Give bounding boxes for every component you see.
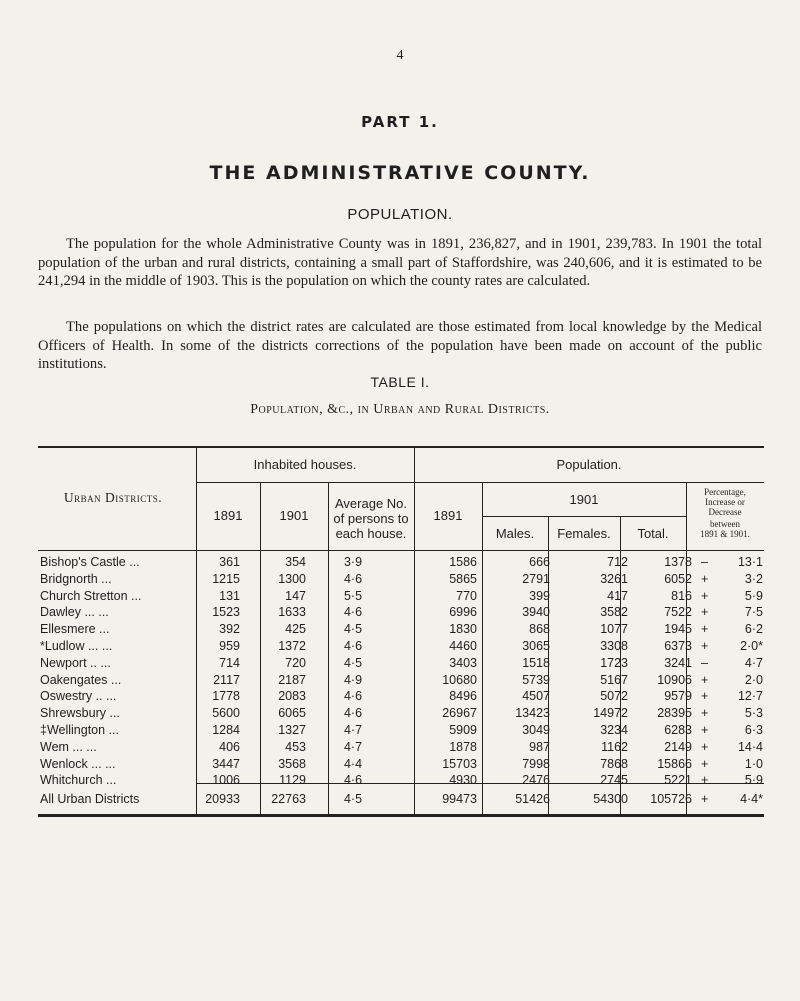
cell-pct: 5·3	[744, 706, 763, 721]
paragraph-county-population: The population for the whole Administrative County was in 1891, 236,827, and in 1901, 239,783. In 1901 the total population of the urban and rural districts, containing a small part of Staffordshire, was 240,606, and it is estimated to be 241,294 in the middle of 1903. This is the population on which the county rates are calculated.	[38, 236, 762, 289]
cell-avg: 4·6	[343, 706, 363, 721]
cell-females: 1077	[600, 622, 628, 637]
cell-name: ‡Wellington ...	[40, 723, 119, 737]
cell-total: 2149	[664, 739, 692, 754]
table-row	[38, 639, 764, 656]
cell-avg: 4·6	[343, 571, 363, 586]
cell-males: 2476	[522, 773, 550, 788]
cell-sign: +	[701, 588, 709, 603]
header-rule-upper	[196, 482, 764, 483]
cell-h1901: 1300	[278, 571, 306, 586]
cell-total: 6283	[664, 723, 692, 737]
cell-sign: –	[701, 655, 708, 670]
paragraph-district-rates: The populations on which the district rates are calculated are those estimated from local knowledge by the Medical Officers of Health. In some of the districts corrections of the population have been made on account of the public institutions.	[38, 319, 762, 372]
table-row	[38, 740, 764, 757]
cell-females: 54300	[593, 792, 628, 806]
cell-total: 9579	[664, 689, 692, 704]
cell-name: Bridgnorth ...	[40, 571, 112, 586]
cell-h1901: 22763	[271, 792, 306, 806]
cell-h1901: 6065	[278, 706, 306, 721]
header-females: Females.	[557, 526, 611, 541]
cell-sign: –	[701, 555, 708, 569]
cell-h1891: 714	[219, 655, 240, 670]
cell-p1891: 770	[456, 588, 477, 603]
cell-h1891: 406	[219, 739, 240, 754]
cell-name: Bishop's Castle ...	[40, 555, 140, 569]
table-row	[38, 689, 764, 706]
header-pct-line2: Increase or	[705, 497, 745, 507]
cell-avg: 4·5	[343, 792, 363, 806]
county-heading: THE ADMINISTRATIVE COUNTY.	[209, 162, 591, 184]
cell-avg: 4·7	[343, 723, 363, 737]
header-houses-1891: 1891	[213, 508, 243, 523]
cell-h1901: 425	[285, 622, 306, 637]
cell-h1891: 361	[219, 555, 240, 569]
cell-males: 13423	[515, 706, 550, 721]
header-inhabited-houses: Inhabited houses.	[253, 457, 357, 472]
cell-name: Dawley ... ...	[40, 605, 109, 620]
cell-avg: 4·4	[343, 756, 363, 771]
header-average-line1: Average No.	[334, 496, 408, 511]
cell-p1891: 6996	[449, 605, 477, 620]
cell-name: Church Stretton ...	[40, 588, 142, 603]
cell-males: 7998	[522, 756, 550, 771]
cell-h1891: 392	[219, 622, 240, 637]
cell-pct: 2·0	[744, 672, 763, 687]
cell-avg: 4·6	[343, 605, 363, 620]
cell-males: 5739	[522, 672, 550, 687]
cell-avg: 5·5	[343, 588, 363, 603]
cell-h1891: 1523	[212, 605, 240, 620]
cell-h1891: 1215	[212, 571, 240, 586]
cell-p1891: 26967	[442, 706, 477, 721]
cell-p1891: 10680	[442, 672, 477, 687]
cell-sign: +	[701, 739, 709, 754]
cell-males: 3940	[522, 605, 550, 620]
cell-total: 28395	[657, 706, 692, 721]
header-total: Total.	[637, 526, 669, 541]
header-average-line2: of persons to	[333, 511, 409, 526]
cell-total: 10906	[657, 672, 692, 687]
cell-h1901: 1372	[278, 639, 306, 653]
cell-females: 417	[607, 588, 628, 603]
header-pct-line3: Decrease	[708, 507, 742, 517]
table-row	[38, 622, 764, 639]
header-districts: Urban Districts.	[63, 490, 163, 505]
cell-h1891: 131	[219, 588, 240, 603]
cell-sign: +	[701, 571, 709, 586]
cell-females: 1162	[601, 739, 628, 754]
cell-pct: 5·9	[744, 588, 763, 603]
cell-avg: 4·6	[343, 689, 363, 704]
cell-pct: 3·2	[744, 571, 763, 586]
cell-name: *Ludlow ... ...	[40, 639, 113, 653]
cell-females: 5072	[600, 689, 628, 704]
cell-females: 3261	[600, 571, 628, 586]
table-row	[38, 673, 764, 690]
cell-sign: +	[701, 622, 709, 637]
cell-h1891: 2117	[213, 672, 240, 687]
table-label: TABLE I.	[370, 374, 430, 390]
cell-name: Ellesmere ...	[40, 622, 110, 637]
cell-name: Wem ... ...	[40, 739, 97, 754]
table-caption: Population, &c., in Urban and Rural Districts.	[250, 402, 550, 417]
cell-sign: +	[701, 689, 709, 704]
cell-males: 987	[529, 739, 550, 754]
cell-h1891: 3447	[212, 756, 240, 771]
cell-avg: 3·9	[343, 555, 363, 569]
header-population-1901: 1901	[569, 492, 599, 507]
cell-pct: 6·3	[744, 723, 763, 737]
header-rule-bottom	[38, 550, 764, 551]
table-row	[38, 605, 764, 622]
cell-females: 7868	[600, 756, 628, 771]
cell-pct: 1·0	[744, 756, 763, 771]
cell-h1891: 5600	[212, 706, 240, 721]
cell-females: 3308	[600, 639, 628, 653]
cell-h1901: 1327	[278, 723, 306, 737]
cell-p1891: 4930	[449, 773, 477, 788]
cell-males: 868	[529, 622, 550, 637]
header-pct-line1: Percentage,	[704, 487, 746, 497]
cell-sign: +	[701, 639, 709, 653]
cell-males: 4507	[522, 689, 550, 704]
part-heading: PART 1.	[361, 113, 439, 131]
cell-sign: +	[701, 723, 709, 737]
cell-h1901: 147	[285, 588, 306, 603]
cell-total: 5221	[664, 773, 692, 788]
cell-name: Oakengates ...	[40, 672, 122, 687]
table-row	[38, 757, 764, 774]
cell-pct: 6·2	[744, 622, 763, 637]
cell-males: 399	[529, 588, 550, 603]
cell-h1891: 20933	[205, 792, 240, 806]
cell-h1901: 3568	[278, 756, 306, 771]
cell-sign: +	[701, 773, 709, 788]
header-population: Population.	[556, 457, 622, 472]
cell-total: 1945	[664, 622, 692, 637]
cell-pct: 2·0*	[740, 639, 763, 653]
cell-avg: 4·5	[343, 622, 363, 637]
cell-total: 6052	[664, 571, 692, 586]
cell-sign: +	[701, 706, 709, 721]
cell-p1891: 99473	[442, 792, 477, 806]
cell-females: 2745	[600, 773, 628, 788]
cell-males: 2791	[522, 571, 550, 586]
cell-p1891: 8496	[449, 689, 477, 704]
cell-females: 712	[607, 555, 628, 569]
cell-females: 14972	[593, 706, 628, 721]
header-houses-1901: 1901	[279, 508, 309, 523]
header-pct-line5: 1891 & 1901.	[700, 529, 750, 539]
cell-name: Whitchurch ...	[40, 773, 117, 788]
population-table	[38, 446, 764, 820]
cell-total: 816	[671, 588, 692, 603]
cell-name: Newport .. ...	[40, 655, 111, 670]
table-row	[38, 589, 764, 606]
cell-females: 5167	[600, 672, 628, 687]
cell-h1901: 720	[285, 655, 306, 670]
cell-sign: +	[701, 672, 709, 687]
cell-males: 3065	[522, 639, 550, 653]
cell-h1901: 453	[285, 739, 306, 754]
cell-females: 1723	[600, 655, 628, 670]
cell-pct: 13·1	[737, 555, 763, 569]
header-males: Males.	[495, 526, 535, 541]
cell-p1891: 4460	[449, 639, 477, 653]
cell-pct: 7·5	[744, 605, 763, 620]
cell-sign: +	[701, 756, 709, 771]
table-top-rule	[38, 446, 764, 448]
cell-males: 3049	[522, 723, 550, 737]
table-bottom-rule	[38, 814, 764, 817]
cell-h1901: 2083	[278, 689, 306, 704]
table-row	[38, 555, 764, 572]
cell-total: 6373	[664, 639, 692, 653]
table-row	[38, 706, 764, 723]
cell-females: 3582	[600, 605, 628, 620]
cell-pct: 12·7	[737, 689, 763, 704]
cell-name: Wenlock ... ...	[40, 756, 116, 771]
table-row	[38, 723, 764, 740]
cell-name: Shrewsbury ...	[40, 706, 120, 721]
cell-h1901: 1633	[278, 605, 306, 620]
cell-h1891: 1006	[212, 773, 240, 788]
cell-males: 1518	[522, 655, 550, 670]
cell-sign: +	[701, 792, 709, 806]
table-row	[38, 656, 764, 673]
header-average-line3: each house.	[335, 526, 407, 541]
cell-p1891: 5865	[449, 571, 477, 586]
section-heading: POPULATION.	[347, 206, 453, 223]
cell-total: 105726	[650, 792, 692, 806]
cell-p1891: 15703	[442, 756, 477, 771]
cell-total: 7522	[664, 605, 692, 620]
cell-sign: +	[701, 605, 709, 620]
cell-avg: 4·9	[343, 672, 363, 687]
cell-total: 1378	[664, 555, 692, 569]
cell-h1901: 2187	[278, 672, 306, 687]
cell-h1901: 1129	[279, 773, 306, 788]
cell-pct: 5·9	[744, 773, 763, 788]
cell-avg: 4·6	[343, 773, 363, 788]
cell-avg: 4·5	[343, 655, 363, 670]
table-total-row	[38, 792, 764, 809]
cell-name: All Urban Districts	[40, 792, 140, 806]
cell-females: 3234	[600, 723, 628, 737]
cell-h1901: 354	[285, 555, 306, 569]
cell-p1891: 5909	[449, 723, 477, 737]
cell-avg: 4·7	[343, 739, 363, 754]
cell-p1891: 1878	[449, 739, 477, 754]
table-row	[38, 773, 764, 790]
cell-pct: 4·7	[744, 655, 763, 670]
table-row	[38, 572, 764, 589]
cell-h1891: 1284	[212, 723, 240, 737]
header-pct-line4: between	[710, 519, 740, 529]
cell-avg: 4·6	[343, 639, 363, 653]
cell-p1891: 3403	[449, 655, 477, 670]
cell-p1891: 1586	[449, 555, 477, 569]
cell-p1891: 1830	[449, 622, 477, 637]
cell-males: 51426	[515, 792, 550, 806]
cell-h1891: 959	[219, 639, 240, 653]
cell-total: 15866	[657, 756, 692, 771]
cell-males: 666	[529, 555, 550, 569]
page-number: 4	[396, 48, 404, 63]
cell-h1891: 1778	[212, 689, 240, 704]
header-population-1891: 1891	[433, 508, 463, 523]
cell-name: Oswestry .. ...	[40, 689, 117, 704]
cell-pct: 4·4*	[740, 792, 763, 806]
header-rule-1901	[482, 516, 686, 517]
cell-total: 3241	[664, 655, 692, 670]
cell-pct: 14·4	[737, 739, 763, 754]
